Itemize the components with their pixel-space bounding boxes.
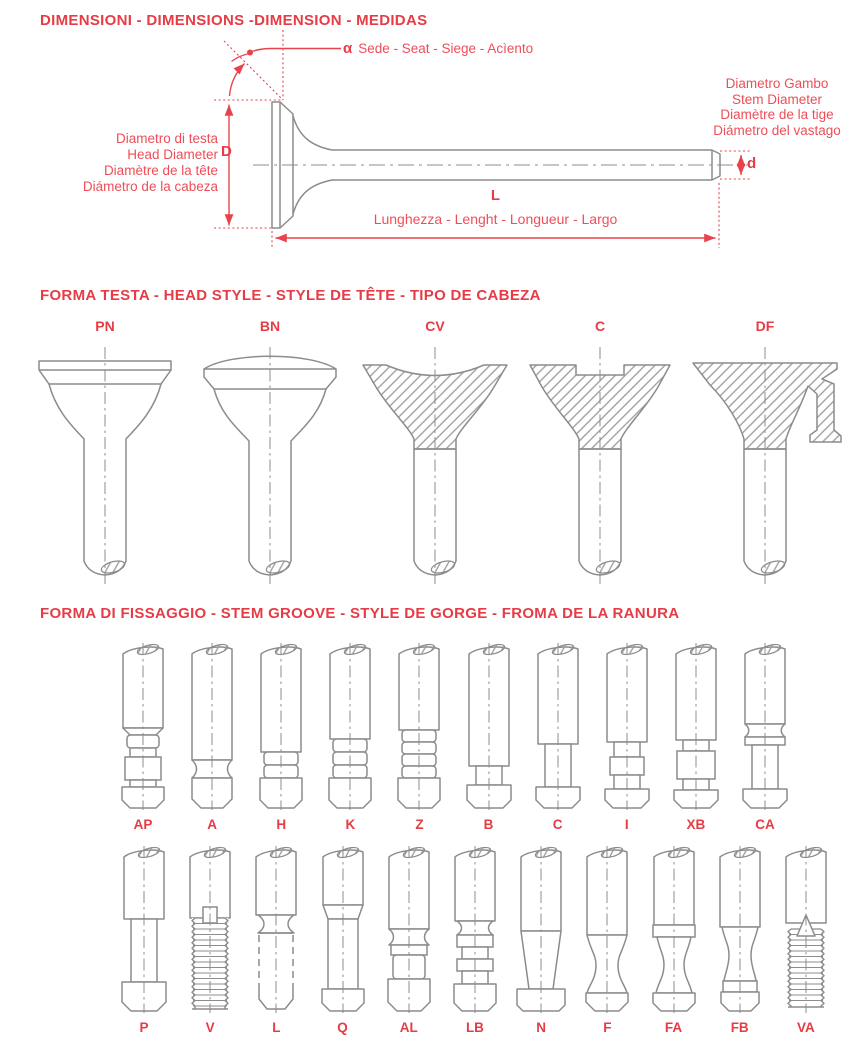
stem-groove-drawing-k <box>320 640 380 812</box>
section-title-dimensions: DIMENSIONI - DIMENSIONS -DIMENSION - MEDIDAS <box>40 12 428 29</box>
stem-groove-code: C <box>552 817 563 832</box>
head-style-item-cv <box>353 318 517 591</box>
stem-groove-item-xb <box>666 640 726 832</box>
stem-groove-item-n <box>511 843 571 1035</box>
stem-groove-item-f <box>577 843 637 1035</box>
stem-groove-code: XB <box>686 817 706 832</box>
stem-groove-code: FA <box>664 1020 683 1035</box>
valve-head-drawing-bn <box>188 339 352 591</box>
section-title-head-style: FORMA TESTA - HEAD STYLE - STYLE DE TÊTE - TIPO DE CABEZA <box>40 287 541 304</box>
stem-groove-item-k <box>320 640 380 832</box>
stem-groove-drawing-n <box>511 843 571 1015</box>
stem-groove-item-al <box>379 843 439 1035</box>
stem-groove-drawing-fa <box>644 843 704 1015</box>
stem-groove-item-p <box>114 843 174 1035</box>
stem-diameter-symbol: d <box>747 155 757 172</box>
stem-groove-code: H <box>276 817 287 832</box>
valve-head-drawing-cv <box>353 339 517 591</box>
stem-groove-drawing-l <box>246 843 306 1015</box>
stem-groove-drawing-h <box>251 640 311 812</box>
section-title-stem-groove: FORMA DI FISSAGGIO - STEM GROOVE - STYLE DE GORGE - FROMA DE LA RANURA <box>40 605 680 622</box>
stem-groove-code: L <box>272 1020 281 1035</box>
head-style-code: C <box>594 318 606 334</box>
head-style-item-df <box>683 318 847 591</box>
stem-groove-item-z <box>389 640 449 832</box>
head-style-code: BN <box>259 318 281 334</box>
stem-groove-item-fa <box>644 843 704 1035</box>
stem-groove-code: P <box>139 1020 149 1035</box>
stem-groove-item-i <box>597 640 657 832</box>
valve-head-drawing-c <box>518 339 682 591</box>
stem-groove-item-h <box>251 640 311 832</box>
stem-groove-code: N <box>536 1020 546 1035</box>
valve-head-drawing-df <box>683 339 847 591</box>
stem-groove-drawing-i <box>597 640 657 812</box>
stem-groove-code: CA <box>755 817 775 832</box>
stem-groove-drawing-ap <box>113 640 173 812</box>
stem-groove-row-1 <box>113 640 795 832</box>
head-style-item-bn <box>188 318 352 591</box>
stem-groove-drawing-f <box>577 843 637 1015</box>
stem-groove-item-ca <box>735 640 795 832</box>
stem-groove-code: LB <box>465 1020 484 1035</box>
stem-groove-drawing-a <box>182 640 242 812</box>
stem-groove-item-lb <box>445 843 505 1035</box>
head-style-code: DF <box>755 318 775 334</box>
stem-groove-code: FB <box>730 1020 749 1035</box>
stem-groove-drawing-xb <box>666 640 726 812</box>
stem-groove-item-ap <box>113 640 173 832</box>
stem-groove-code: K <box>345 817 356 832</box>
stem-diameter-label: Diametro Gambo Stem Diameter Diamètre de la tige Diámetro del vastago <box>713 76 841 138</box>
stem-groove-code: V <box>205 1020 215 1035</box>
stem-groove-item-b <box>459 640 519 832</box>
stem-groove-drawing-lb <box>445 843 505 1015</box>
valve-head-drawing-pn <box>23 339 187 591</box>
stem-groove-code: F <box>603 1020 612 1035</box>
head-style-code: CV <box>425 318 445 334</box>
stem-groove-item-q <box>313 843 373 1035</box>
stem-groove-item-v <box>180 843 240 1035</box>
seat-label: Sede - Seat - Siege - Acìento <box>358 41 534 56</box>
stem-groove-drawing-z <box>389 640 449 812</box>
stem-groove-drawing-fb <box>710 843 770 1015</box>
stem-groove-code: Z <box>415 817 424 832</box>
stem-groove-code: A <box>207 817 217 832</box>
stem-groove-drawing-ca <box>735 640 795 812</box>
length-label: Lunghezza - Lenght - Longueur - Largo <box>373 211 618 227</box>
head-diameter-label: Diametro di testa Head Diameter Diamètre de la tête Diámetro de la cabeza <box>82 131 218 194</box>
stem-groove-code: AP <box>133 817 153 832</box>
stem-groove-drawing-v <box>180 843 240 1015</box>
stem-groove-item-va <box>776 843 836 1035</box>
head-style-item-c <box>518 318 682 591</box>
head-style-code: PN <box>95 318 115 334</box>
stem-groove-drawing-al <box>379 843 439 1015</box>
stem-groove-drawing-c <box>528 640 588 812</box>
stem-groove-drawing-p <box>114 843 174 1015</box>
stem-groove-item-fb <box>710 843 770 1035</box>
length-symbol: L <box>490 187 501 204</box>
stem-groove-code: VA <box>796 1020 815 1035</box>
head-style-item-pn <box>23 318 187 591</box>
stem-groove-row-2 <box>114 843 836 1035</box>
stem-groove-code: I <box>624 817 629 832</box>
seat-angle-label <box>343 40 533 58</box>
head-style-row <box>23 318 847 591</box>
stem-groove-item-l <box>246 843 306 1035</box>
stem-groove-item-a <box>182 640 242 832</box>
stem-groove-item-c <box>528 640 588 832</box>
stem-groove-code: B <box>483 817 494 832</box>
stem-groove-drawing-q <box>313 843 373 1015</box>
stem-groove-code: AL <box>399 1020 418 1035</box>
stem-groove-drawing-va <box>776 843 836 1015</box>
head-diameter-symbol: D <box>221 143 232 160</box>
stem-groove-drawing-b <box>459 640 519 812</box>
valve-outline <box>253 102 748 228</box>
alpha-symbol: α <box>343 40 353 57</box>
stem-groove-code: Q <box>337 1020 348 1035</box>
